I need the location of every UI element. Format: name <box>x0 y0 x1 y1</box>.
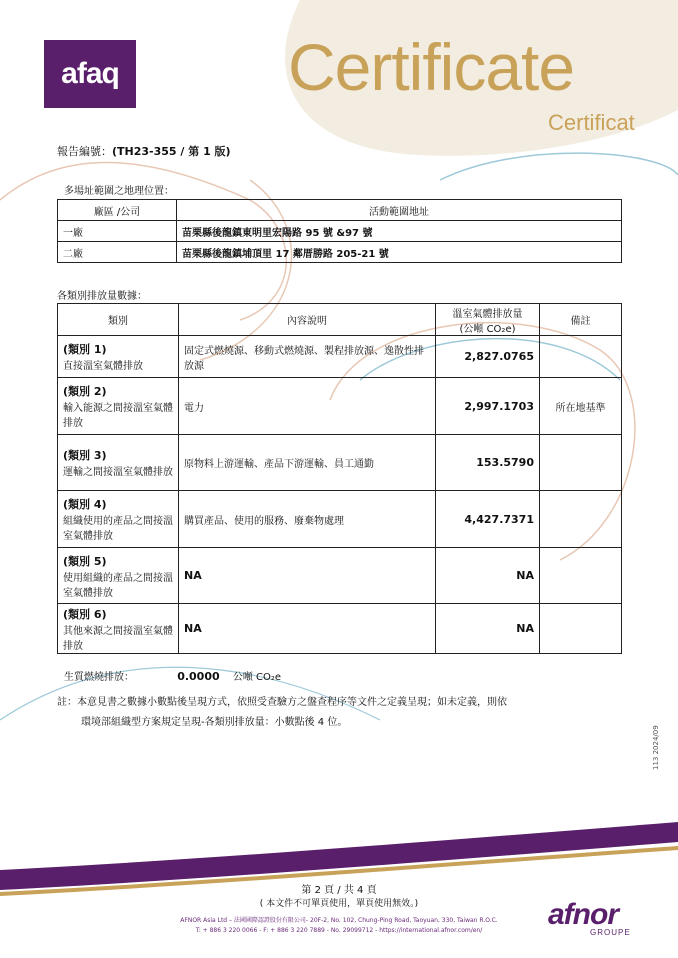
amount-cell: 2,827.0765 <box>436 336 540 378</box>
table-row <box>58 336 622 378</box>
note-cell <box>540 548 622 604</box>
table-row <box>58 548 622 604</box>
note-line-2: 環境部組織型方案規定呈現-各類別排放量：小數點後 4 位。 <box>81 717 348 728</box>
amount-cell: NA <box>436 604 540 654</box>
note-cell <box>540 604 622 654</box>
category-cell <box>58 336 179 378</box>
category-cell <box>58 491 179 548</box>
header-amount <box>436 304 540 336</box>
amount-cell: NA <box>436 548 540 604</box>
category-code: (類別 6) <box>63 607 107 621</box>
document-code: 113 2024/09 <box>652 725 660 770</box>
header-address: 活動範圍地址 <box>177 200 622 221</box>
category-desc: 運輸之間接溫室氣體排放 <box>63 467 173 478</box>
category-cell <box>58 548 179 604</box>
note-cell <box>540 435 622 491</box>
header-description: 內容說明 <box>179 304 436 336</box>
site-factory: 一廠 <box>58 221 177 242</box>
category-code: (類別 3) <box>63 449 107 462</box>
table-header-row <box>58 304 622 336</box>
description-cell: 購買產品、使用的服務、廢棄物處理 <box>179 491 436 548</box>
afnor-groupe-text: GROUPE <box>590 928 631 937</box>
biomass-value: 0.0000 <box>177 670 220 683</box>
description-cell: NA <box>179 548 436 604</box>
category-desc: 直接溫室氣體排放 <box>63 361 143 372</box>
note-line-1: 註：本意見書之數據小數點後呈現方式，依照受查驗方之盤查程序等文件之定義呈現；如未定義，則依 <box>57 697 507 708</box>
description-cell: 電力 <box>179 378 436 435</box>
category-desc: 使用組織的產品之間接溫室氣體排放 <box>63 572 173 599</box>
table-row <box>58 435 622 491</box>
decorative-curve-blue-top <box>440 153 678 180</box>
report-number-label: 報告編號： <box>57 145 112 158</box>
header-note: 備註 <box>540 304 622 336</box>
certificate-subtitle: Certificat <box>548 110 635 135</box>
validity-note: ( 本文件不可單頁使用，單頁使用無效。) <box>259 899 419 909</box>
header-factory: 廠區 /公司 <box>58 200 177 221</box>
note-cell <box>540 336 622 378</box>
category-code: (類別 4) <box>63 498 107 511</box>
biomass-line <box>64 668 281 683</box>
report-number-value: (TH23-355 / 第 1 版) <box>112 145 231 158</box>
category-cell <box>58 378 179 435</box>
sites-table <box>57 199 622 263</box>
afnor-logo: afnor <box>548 898 618 931</box>
afaq-logo: afaq <box>44 40 136 108</box>
certificate-title: Certificate <box>288 30 575 104</box>
description-cell: 固定式燃燒源、移動式燃燒源、製程排放源、逸散性排放源 <box>179 336 436 378</box>
amount-cell: 2,997.1703 <box>436 378 540 435</box>
table-row <box>58 604 622 654</box>
category-desc: 組織使用的產品之間接溫室氣體排放 <box>63 516 173 542</box>
report-number-line <box>57 143 231 159</box>
description-cell: NA <box>179 604 436 654</box>
category-cell <box>58 604 179 654</box>
category-code: (類別 2) <box>63 385 107 398</box>
category-desc: 輸入能源之間接溫室氣體排放 <box>63 403 173 429</box>
site-address: 苗栗縣後龍鎮埔頂里 17 鄰厝勝路 205-21 號 <box>177 242 622 263</box>
table-row <box>58 378 622 435</box>
header-amount-line2: (公噸 CO₂e) <box>459 323 516 335</box>
site-address: 苗栗縣後龍鎮東明里宏陽路 95 號 &97 號 <box>177 221 622 242</box>
header-amount-line1: 溫室氣體排放量 <box>452 308 523 320</box>
emissions-heading: 各類別排放量數據： <box>57 291 147 302</box>
sites-heading: 多場址範圍之地理位置： <box>64 186 174 197</box>
table-row <box>58 491 622 548</box>
category-cell <box>58 435 179 491</box>
amount-cell: 153.5790 <box>436 435 540 491</box>
note-cell <box>540 491 622 548</box>
table-row <box>58 242 622 263</box>
description-cell: 原物料上游運輸、產品下游運輸、員工通勤 <box>179 435 436 491</box>
amount-cell: 4,427.7371 <box>436 491 540 548</box>
category-code: (類別 1) <box>63 343 107 356</box>
category-desc: 其他來源之間接溫室氣體排放 <box>63 625 173 652</box>
header-category: 類別 <box>58 304 179 336</box>
biomass-unit: 公噸 CO₂e <box>232 672 282 683</box>
footer-address: AFNOR Asia Ltd – 法國國際認證股份有限公司- 20F-2, No. 102, Chung-Ping Road, Taoyuan, 330, Taiwan R.O.C. <box>180 917 498 924</box>
biomass-label: 生質燃燒排放： <box>64 672 134 683</box>
emissions-table <box>57 303 622 654</box>
table-header-row <box>58 200 622 221</box>
note-cell: 所在地基準 <box>540 378 622 435</box>
site-factory: 二廠 <box>58 242 177 263</box>
table-row <box>58 221 622 242</box>
page-number: 第 2 頁 / 共 4 頁 <box>301 885 377 896</box>
category-code: (類別 5) <box>63 554 107 568</box>
footer-contact: T: + 886 3 220 0066 - F: + 886 3 220 7889 - No. 29099712 - https://international.afnor.com/en/ <box>195 927 483 934</box>
